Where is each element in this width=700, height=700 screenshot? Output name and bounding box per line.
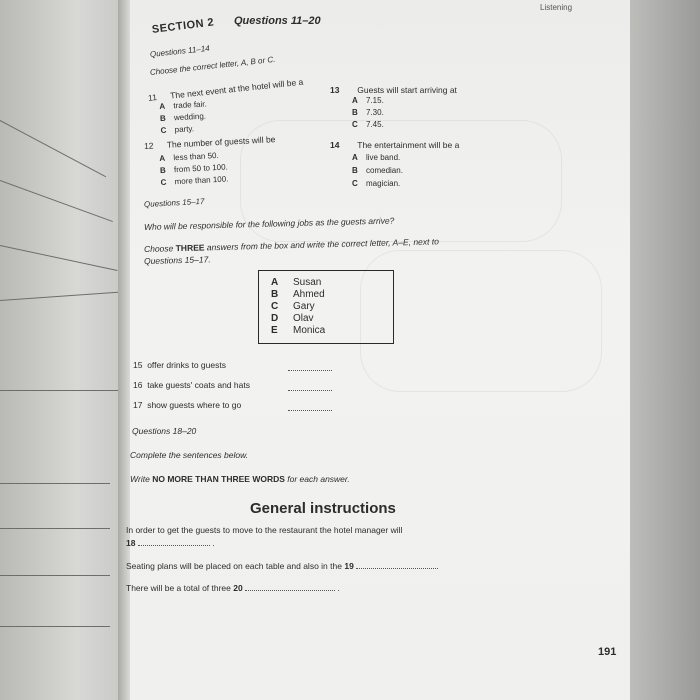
part3-instruction: Complete the sentences below. — [130, 450, 249, 460]
item-17: 17 show guests where to go — [133, 400, 242, 410]
question-14: 14 The entertainment will be a — [330, 140, 460, 150]
q14-options: A live band. B comedian. C magician. — [352, 153, 403, 188]
box-option-b: B Ahmed — [271, 289, 325, 300]
part2-instruction-line2: Questions 15–17. — [143, 254, 211, 266]
page-edge — [630, 0, 700, 700]
q11-options: A trade fair. B wedding. C party. — [159, 99, 207, 135]
part1-range: Questions 11–14 — [149, 43, 211, 59]
box-option-c: C Gary — [271, 301, 315, 312]
section-header: Listening — [540, 3, 573, 12]
general-instructions-title: General instructions — [250, 500, 396, 517]
item-16: 16 take guests' coats and hats — [133, 380, 250, 390]
answer-15-blank[interactable] — [288, 362, 332, 371]
answer-19-blank[interactable] — [356, 560, 438, 569]
sentence-20: There will be a total of three 20 . — [126, 583, 340, 593]
question-13: 13 Guests will start arriving at — [330, 85, 457, 95]
part1-instruction: Choose the correct letter, A, B or C. — [149, 54, 276, 77]
part2-range: Questions 15–17 — [143, 196, 205, 209]
sentence-18: 18 . — [126, 538, 215, 548]
item-15: 15 offer drinks to guests — [133, 360, 226, 370]
page-number: 191 — [598, 646, 617, 658]
previous-page — [0, 0, 128, 700]
answer-20-blank[interactable] — [245, 582, 335, 591]
box-option-a: A Susan — [271, 277, 322, 288]
q12-options: A less than 50. B from 50 to 100. C more than 100. — [159, 150, 229, 187]
sentence-18-text: In order to get the guests to move to the restaurant the hotel manager will — [126, 525, 403, 535]
section-title: SECTION 2 — [151, 16, 215, 36]
answer-18-blank[interactable] — [138, 537, 210, 546]
box-option-e: E Monica — [271, 325, 326, 336]
q13-options: A 7.15. B 7.30. C 7.45. — [352, 96, 384, 129]
questions-range-title: Questions 11–20 — [234, 15, 321, 27]
question-11: 11 The next event at the hotel will be a — [147, 76, 304, 103]
answer-17-blank[interactable] — [288, 402, 332, 411]
part2-instruction: Choose THREE answers from the box and write the correct letter, A–E, next to — [143, 236, 440, 254]
box-option-d: D Olav — [271, 313, 314, 324]
question-12: 12 The number of guests will be — [143, 134, 276, 151]
answer-16-blank[interactable] — [288, 382, 332, 391]
part3-word-limit: Write NO MORE THAN THREE WORDS for each answer. — [130, 474, 350, 484]
names-box — [258, 270, 394, 344]
part2-question: Who will be responsible for the following jobs as the guests arrive? — [143, 215, 395, 232]
workbook-page — [126, 0, 630, 700]
sentence-19: Seating plans will be placed on each table and also in the 19 — [126, 560, 438, 571]
part3-range: Questions 18–20 — [132, 426, 197, 436]
